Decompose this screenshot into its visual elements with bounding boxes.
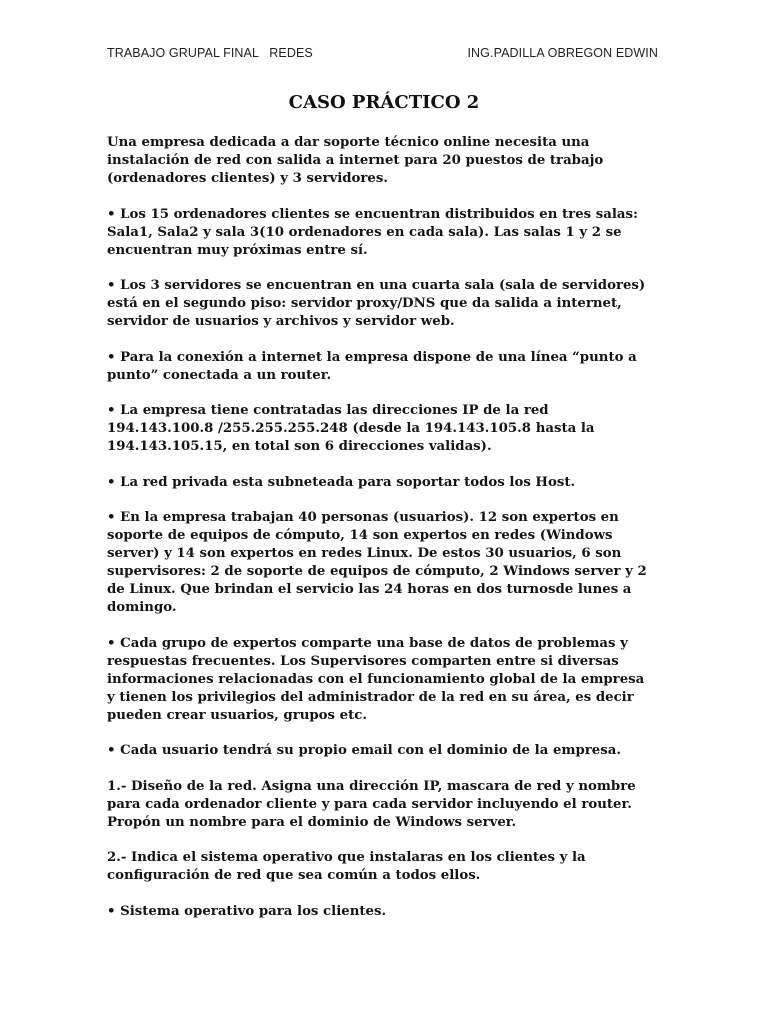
paragraph-intro: Una empresa dedicada a dar soporte técnico online necesita una instalación de red con salida a internet para 20 puestos de trabajo (ordenadores clientes) y 3 servidores.	[107, 135, 604, 186]
header-instructor-name: ING.PADILLA OBREGON EDWIN	[467, 46, 658, 60]
paragraph-database: • Cada grupo de expertos comparte una base de datos de problemas y respuestas frecuentes. Los Supervisores comparten entre si diversas informaciones relacionadas con el funcionamiento global de la empresa y tienen los privilegios del administrador de la red en su área, es decir pueden crear usuarios, grupos etc.	[107, 635, 645, 723]
paragraph-servers: • Los 3 servidores se encuentran en una cuarta sala (sala de servidores) está en el segundo piso: servidor proxy/DNS que da salida a internet, servidor de usuarios y archivos y servidor web.	[107, 278, 646, 329]
header-course-title: TRABAJO GRUPAL FINAL REDES	[107, 46, 313, 60]
paragraph-subnet: • La red privada esta subneteada para soportar todos los Host.	[107, 474, 576, 490]
document-body	[107, 134, 663, 938]
paragraph-ip-addresses: • La empresa tiene contratadas las direcciones IP de la red 194.143.100.8 /255.255.255.248 (desde la 194.143.105.8 hasta la 194.143.105.15, en total son 6 direcciones validas).	[107, 403, 595, 454]
page-header	[107, 46, 658, 66]
document-title: CASO PRÁCTICO 2	[288, 92, 480, 113]
paragraph-client-os: • Sistema operativo para los clientes.	[107, 903, 387, 919]
paragraph-internet-line: • Para la conexión a internet la empresa dispone de una línea “punto a punto” conectada a un router.	[107, 349, 637, 383]
paragraph-clients: • Los 15 ordenadores clientes se encuentran distribuidos en tres salas: Sala1, Sala2 y sala 3(10 ordenadores en cada sala). Las salas 1 y 2 se encuentran muy próximas entre sí.	[107, 206, 638, 258]
question-2: 2.- Indica el sistema operativo que instalaras en los clientes y la configuración de red que sea común a todos ellos.	[107, 850, 586, 883]
paragraph-users: • En la empresa trabajan 40 personas (usuarios). 12 son expertos en soporte de equipos de cómputo, 14 son expertos en redes (Windows server) y 14 son expertos en redes Linux. De estos 30 usuarios, 6 son supervisores: 2 de soporte de equipos de cómputo, 2 Windows server y 2 de Linux. Que brindan el servicio las 24 horas en dos turnosde lunes a domingo.	[107, 510, 647, 615]
question-1: 1.- Diseño de la red. Asigna una dirección IP, mascara de red y nombre para cada ordenador cliente y para cada servidor incluyendo el router. Propón un nombre para el dominio de Windows server.	[107, 778, 636, 830]
paragraph-email: • Cada usuario tendrá su propio email con el dominio de la empresa.	[107, 743, 621, 758]
